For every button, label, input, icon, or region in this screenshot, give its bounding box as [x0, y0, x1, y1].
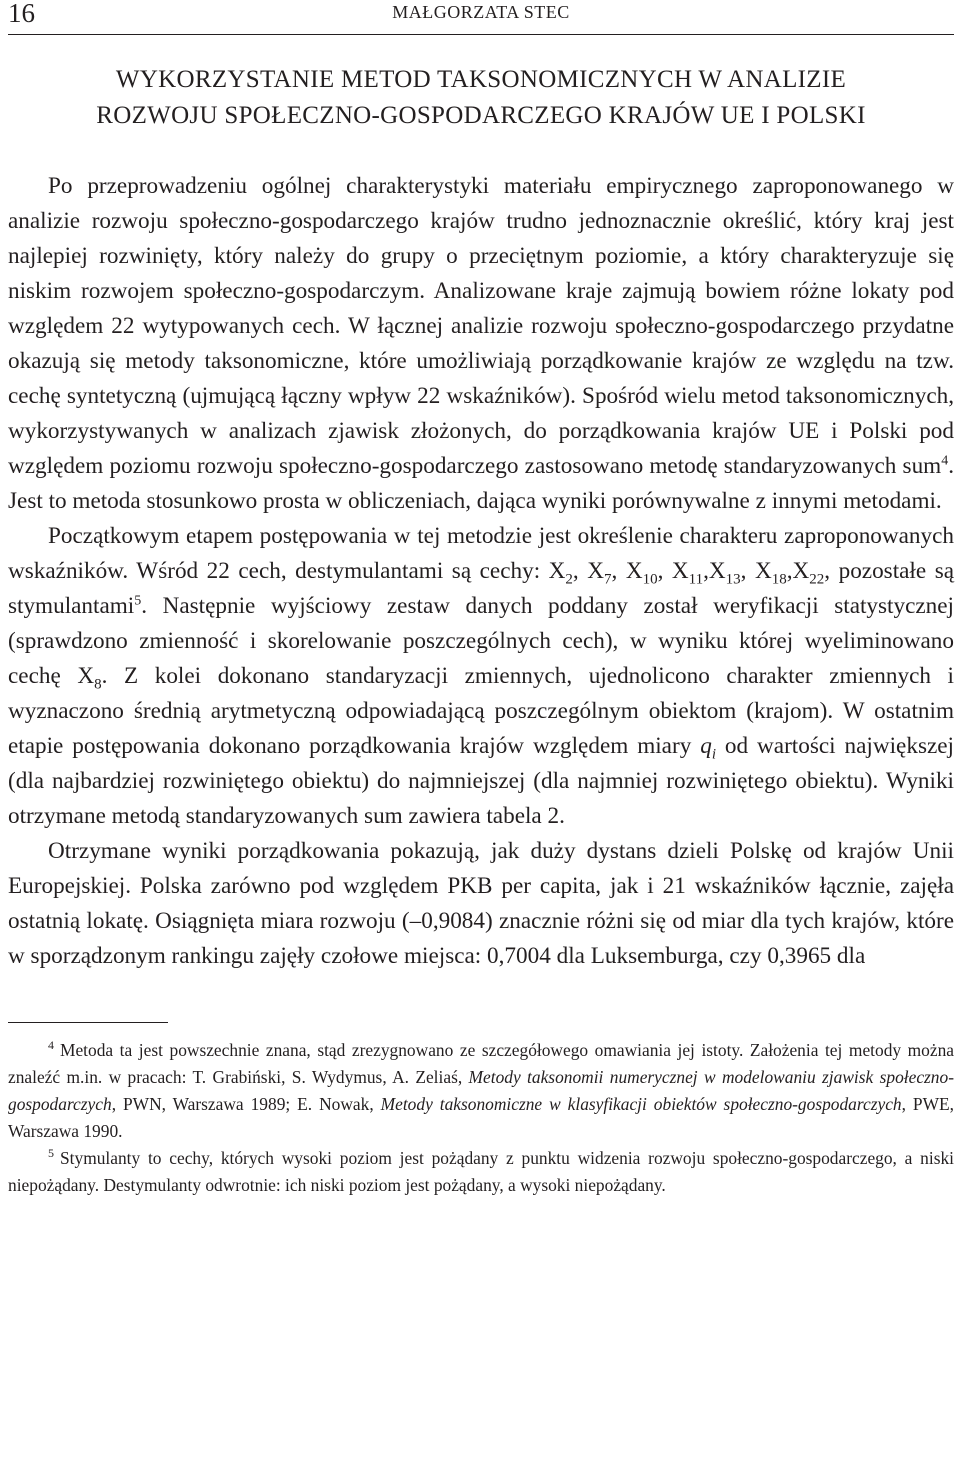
running-author: MAŁGORZATA STEC: [392, 2, 570, 22]
footnote-citation-title: Metody taksonomii numerycznej w modelowaniu zjawisk społeczno-gospodarczych: [8, 1067, 954, 1114]
paragraph-2-text: ,X: [786, 558, 810, 584]
subscript: 8: [94, 676, 102, 693]
footnote-5: [8, 1145, 954, 1199]
paragraph-2-text: . Z kolei dokonano standaryzacji zmiennych, ujednolicono charakter zmiennych i wyznaczono średnią arytmetyczną odpowiadającą poszczególnym obiektom (krajom). W ostatnim etapie postępowania dokonano porządkowania krajów względem miary: [8, 663, 954, 759]
paragraph-2-text: , X: [572, 558, 604, 584]
body-text: [8, 169, 954, 974]
paragraph-1-text-cont: . Jest to metoda stosunkowo prosta w obliczeniach, dająca wyniki porównywalne z innymi metodami.: [8, 453, 954, 514]
footnote-mark: 5: [48, 1146, 54, 1161]
footnote-mark: 4: [48, 1038, 54, 1053]
paragraph-2: [8, 519, 954, 834]
paragraph-1-text: Po przeprowadzeniu ogólnej charakterystyki materiału empirycznego zaproponowanego w analizie rozwoju społeczno-gospodarczego krajów trudno jednoznacznie określić, który kraj jest najlepiej rozwinięty, który należy do grupy o przeciętnym poziomie, a który charakteryzuje się niskim rozwojem społeczno-gospodarczym. Analizowane kraje zajmują bowiem różne lokaty pod względem 22 wytypowanych cech. W łącznej analizie rozwoju społeczno-gospodarczego przydatne okazują się metody taksonomiczne, które umożliwiają porządkowanie krajów ze względu na tzw. cechę syntetyczną (ujmującą łączny wpływ 22 wskaźników). Spośród wielu metod taksonomicznych, wykorzystywanych w analizach zjawisk złożonych, do porządkowania krajów UE i Polski pod względem poziomu rozwoju społeczno-gospodarczego zastosowano metodę standaryzowanych sum: [8, 173, 954, 479]
subscript: 18: [771, 571, 787, 588]
subscript: 7: [604, 571, 612, 588]
footnote-text: Metoda ta jest powszechnie znana, stąd zrezygnowano ze szczegółowego omawiania jej istoty. Założenia tej metody można znaleźć m.in. w pracach: T. Grabiński, S. Wydymus, A. Zeliaś,: [8, 1040, 954, 1087]
running-header: [8, 0, 954, 35]
footnote-text: , PWE, Warszawa 1990.: [8, 1094, 954, 1141]
paragraph-2-text: Początkowym etapem postępowania w tej metodzie jest określenie charakteru zaproponowanych wskaźników. Wśród 22 cech, destymulantami są cechy: X: [8, 523, 954, 584]
subscript: 10: [642, 571, 658, 588]
footnotes: [8, 1037, 954, 1199]
paragraph-2-text: , X: [657, 558, 689, 584]
section-title: [8, 62, 954, 134]
subscript: 11: [688, 571, 704, 588]
paragraph-1: [8, 169, 954, 519]
paragraph-3: Otrzymane wyniki porządkowania pokazują, jak duży dystans dzieli Polskę od krajów Unii Europejskiej. Polska zarówno pod względem PKB per capita, jak i 21 wskaźników łącznie, zajęła ostatnią lokatę. Osiągnięta miara rozwoju (–0,9084) znacznie różni się od miar dla tych krajów, które w sporządzonym rankingu zajęły czołowe miejsca: 0,7004 dla Luksemburga, czy 0,3965 dla: [8, 838, 954, 969]
paragraph-2-text: , X: [740, 558, 772, 584]
page-number: 16: [8, 0, 35, 28]
footnote-divider: [8, 1022, 168, 1023]
section-title-line-2: ROZWOJU SPOŁECZNO-GOSPODARCZEGO KRAJÓW UE I POLSKI: [96, 102, 866, 129]
paragraph-2-text: , pozostałe są stymulantami: [8, 558, 955, 619]
footnote-4: [8, 1037, 954, 1145]
footnote-text: , PWN, Warszawa 1989; E. Nowak,: [111, 1094, 381, 1114]
paragraph-2-text: . Następnie wyjściowy zestaw danych poddany został weryfikacji statystycznej (sprawdzono zmienność i skorelowanie poszczególnych cech), w wyniku której wyeliminowano cechę X: [8, 593, 954, 689]
footnote-ref-4: 4: [941, 453, 949, 469]
section-title-line-1: WYKORZYSTANIE METOD TAKSONOMICZNYCH W ANALIZIE: [115, 66, 847, 93]
subscript: 22: [809, 571, 825, 588]
footnote-ref-5: 5: [134, 593, 142, 609]
footnote-citation-title: Metody taksonomiczne w klasyfikacji obiektów społeczno-gospodarczych: [380, 1094, 902, 1114]
paragraph-2-text: ,X: [703, 558, 726, 584]
subscript: 13: [725, 571, 741, 588]
paragraph-2-text: , X: [611, 558, 643, 584]
math-symbol-q: q: [700, 733, 712, 759]
paragraph-2-text: od wartości największej (dla najbardziej rozwiniętego obiektu) do najmniejszej (dla najmniej rozwiniętego obiektu). Wyniki otrzymane metodą standaryzowanych sum zawiera tabela 2.: [8, 733, 954, 829]
subscript: 2: [565, 571, 573, 588]
footnote-text: Stymulanty to cechy, których wysoki poziom jest pożądany z punktu widzenia rozwoju społeczno-gospodarczego, a niski niepożądany. Destymulanty odwrotnie: ich niski poziom jest pożądany, a wysoki niepożądany.: [8, 1148, 954, 1195]
subscript: i: [711, 746, 716, 763]
page: [8, 0, 954, 1199]
